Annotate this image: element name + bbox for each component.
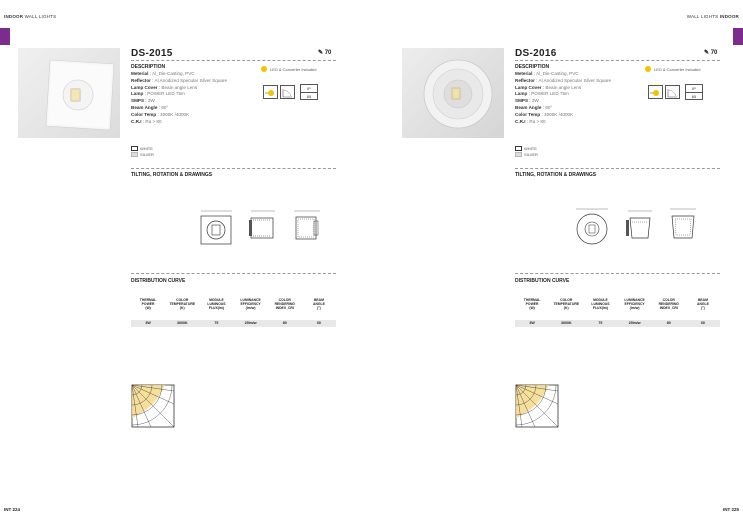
table-header-cell: COLOR RENDERING INDEX_CRI: [274, 298, 295, 311]
wall-light-round-image: [402, 48, 504, 138]
technical-drawing-side: [622, 208, 658, 244]
spec-row: Color Temp : 3000K /4000K: [131, 111, 190, 117]
left-header: INDOOR WALL LIGHTS: [4, 14, 57, 19]
table-cell: 25lm/w: [628, 320, 641, 325]
distribution-curve-diagram: [515, 384, 559, 428]
table-cell: 75: [598, 320, 603, 325]
finish-silver: SILVER: [515, 152, 538, 157]
description-heading: DESCRIPTION: [131, 64, 166, 70]
spec-row: Meterial : Al_Die-Casting, PVC: [515, 71, 579, 76]
price-tag-icon: ✎: [318, 50, 325, 56]
lamp-icon: [648, 85, 663, 99]
led-bulb-icon: [645, 66, 651, 72]
left-section-tab: [0, 28, 10, 45]
table-header-cell: LUMINANCE EFFICIENCY (lm/w): [624, 298, 645, 311]
right-section-tab: [733, 28, 743, 45]
spec-row: SMPS : 3W: [131, 98, 155, 104]
table-row: [515, 320, 720, 327]
table-cell: 60: [316, 320, 321, 325]
spec-row: Color Temp : 3000K /4000K: [515, 111, 574, 117]
table-header-cell: THERMAL POWER (W): [523, 298, 541, 311]
table-header-cell: COLOR TEMPERATURE (K): [553, 298, 580, 311]
table-header-row: [515, 298, 720, 311]
ip-rating-badge: IP 65: [300, 84, 318, 100]
table-row: [131, 320, 336, 327]
tilting-heading: TILTING, ROTATION & DRAWINGS: [131, 172, 213, 178]
table-cell: 60: [700, 320, 705, 325]
tilting-heading: TILTING, ROTATION & DRAWINGS: [515, 172, 597, 178]
led-note: LED & Converter Included: [654, 67, 701, 72]
divider: [515, 273, 720, 274]
page-number: INT 225: [722, 507, 739, 512]
table-header-cell: COLOR RENDERING INDEX_CRI: [658, 298, 679, 311]
distribution-curve-diagram: [131, 384, 175, 428]
right-header: WALL LIGHTS INDOOR: [686, 14, 739, 19]
lamp-icon: [263, 85, 278, 99]
spec-row: Meterial : Al_Die-Casting, PVC: [131, 71, 195, 76]
spec-row: Lamp : POWER LED 75m: [131, 91, 185, 97]
white-swatch-icon: [131, 146, 138, 151]
divider: [131, 273, 336, 274]
technical-drawing-section: [288, 208, 324, 244]
distribution-heading: DISTRIBUTION CURVE: [515, 278, 570, 284]
white-swatch-icon: [515, 146, 522, 151]
led-bulb-icon: [261, 66, 267, 72]
divider: [515, 60, 720, 61]
price: ✎ 70: [704, 50, 718, 56]
technical-drawing-front: [196, 208, 236, 246]
spec-row: Lamp : POWER LED 75m: [515, 91, 569, 97]
page-number: INT 224: [4, 507, 21, 512]
spec-row: Reflector : Al Anodized Specular Silver Square: [515, 77, 612, 83]
divider: [515, 168, 720, 169]
product-photo-ds2016: [402, 48, 504, 138]
spec-row: C.R.I : Ra > 80: [131, 118, 162, 124]
spec-row: SMPS : 3W: [515, 98, 539, 104]
table-header-cell: MODULE LUMINOUS FLUX(lm): [591, 298, 610, 311]
table-cell: 80: [666, 320, 671, 325]
spec-row: Reflector : Al Anodized Specular Silver Square: [131, 77, 228, 83]
technical-drawing-section: [664, 206, 702, 244]
spec-table: [515, 298, 720, 327]
table-header-cell: BEAM ANGLE (°): [697, 298, 709, 311]
price-tag-icon: ✎: [704, 50, 711, 56]
price: ✎ 70: [318, 50, 332, 56]
finish-silver: SILVER: [131, 152, 154, 157]
beam-angle-icon: [280, 85, 295, 99]
table-header-cell: COLOR TEMPERATURE (K): [169, 298, 196, 311]
table-header-cell: LUMINANCE EFFICIENCY (lm/w): [240, 298, 261, 311]
spec-list: [515, 71, 611, 125]
spec-row: Beam Angle : 60°: [515, 104, 553, 110]
table-cell: 75: [214, 320, 219, 325]
table-cell: 3000K: [176, 320, 188, 325]
spec-row: Lamp Cover : Beam angle Lens: [515, 84, 582, 90]
model-title: DS-2016: [515, 48, 557, 59]
model-title: DS-2015: [131, 48, 173, 59]
silver-swatch-icon: [131, 152, 138, 157]
table-cell: 80: [282, 320, 287, 325]
spec-row: C.R.I : Ra > 80: [515, 118, 546, 124]
divider: [131, 60, 336, 61]
table-header-row: [131, 298, 336, 311]
technical-drawing-side: [245, 208, 281, 244]
spec-list: [131, 71, 227, 125]
divider: [131, 168, 336, 169]
table-header-cell: BEAM ANGLE (°): [313, 298, 325, 311]
finish-white: WHITE: [131, 146, 153, 151]
beam-angle-icon: [665, 85, 680, 99]
product-photo-ds2015: [18, 48, 120, 138]
silver-swatch-icon: [515, 152, 522, 157]
description-heading: DESCRIPTION: [515, 64, 550, 70]
distribution-heading: DISTRIBUTION CURVE: [131, 278, 186, 284]
table-cell: 3W: [145, 320, 151, 325]
spec-row: Lamp Cover : Beam angle Lens: [131, 84, 198, 90]
wall-light-square-image: [18, 48, 120, 138]
spec-table: [131, 298, 336, 327]
finish-white: WHITE: [515, 146, 537, 151]
ip-rating-badge: IP 65: [685, 84, 703, 100]
technical-drawing-front: [572, 206, 612, 246]
led-note: LED & Converter Included: [270, 67, 317, 72]
table-header-cell: MODULE LUMINOUS FLUX(lm): [207, 298, 226, 311]
spec-row: Beam Angle : 60°: [131, 104, 169, 110]
table-cell: 25lm/w: [244, 320, 257, 325]
table-cell: 3000K: [560, 320, 572, 325]
table-header-cell: THERMAL POWER (W): [139, 298, 157, 311]
table-cell: 3W: [529, 320, 535, 325]
